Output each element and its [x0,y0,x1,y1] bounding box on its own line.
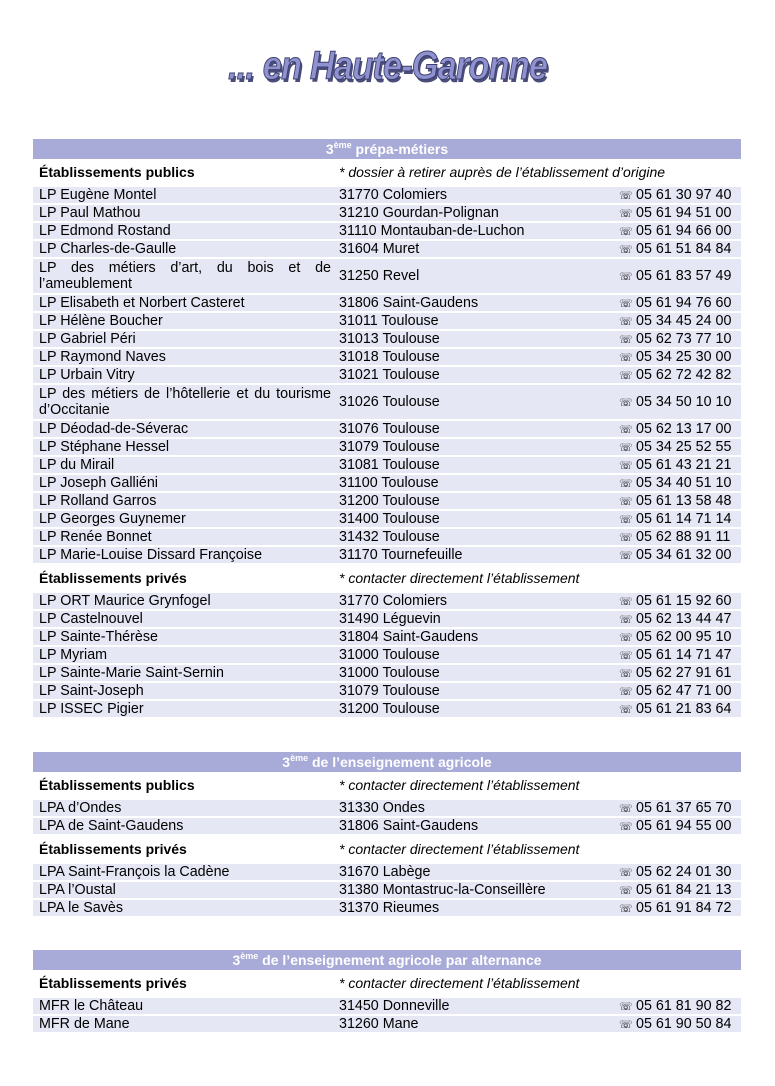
establishment-phone [607,205,741,221]
establishment-phone [607,683,741,699]
establishment-city: 31260 Mane [331,1016,607,1032]
establishment-city: 31450 Donneville [331,998,607,1014]
section-heading-text: de l’enseignement agricole par alternance [258,952,542,968]
phone-number: 05 61 94 66 00 [636,223,732,239]
establishment-city: 31000 Toulouse [331,665,607,681]
section-heading-number: 3 [232,952,241,968]
establishment-name: LP ISSEC Pigier [33,701,331,717]
establishment-city: 31604 Muret [331,241,607,257]
table-row [33,547,741,563]
table-row [33,385,741,419]
table-row [33,611,741,627]
section-heading-sup: ème [290,753,309,763]
establishment-name: LP des métiers de l’hôtellerie et du tourisme d’Occitanie [33,385,331,419]
phone-icon: ☏ [619,424,633,436]
establishment-city: 31210 Gourdan-Polignan [331,205,607,221]
establishment-city: 31079 Toulouse [331,439,607,455]
establishment-city: 31081 Toulouse [331,457,607,473]
phone-number: 05 61 94 51 00 [636,205,732,221]
establishment-city: 31079 Toulouse [331,683,607,699]
group-heading [33,970,741,996]
group-note: * contacter directement l’établissement [339,975,580,991]
table-row [33,665,741,681]
establishment-phone [607,511,741,527]
phone-number: 05 34 50 10 10 [636,394,732,410]
establishment-phone [607,295,741,311]
table-row [33,683,741,699]
table-row [33,475,741,491]
establishment-name: LP Elisabeth et Norbert Casteret [33,295,331,311]
table-row [33,882,741,898]
establishment-city: 31370 Rieumes [331,900,607,916]
establishment-name: LP Rolland Garros [33,493,331,509]
section-heading [33,950,741,970]
section-heading-sup: ème [333,140,352,150]
phone-icon: ☏ [619,496,633,508]
group-note: * dossier à retirer auprès de l’établissement d’origine [339,164,666,180]
phone-number: 05 34 40 51 10 [636,475,732,491]
phone-number: 05 61 43 21 21 [636,457,732,473]
group-heading [33,159,741,185]
phone-number: 05 62 88 91 11 [636,529,731,545]
group-label: Établissements publics [39,777,195,793]
phone-number: 05 62 13 44 47 [636,611,732,627]
establishment-phone [607,864,741,880]
establishment-city: 31804 Saint-Gaudens [331,629,607,645]
section [33,752,741,918]
establishment-city: 31400 Toulouse [331,511,607,527]
establishment-name: LP Marie-Louise Dissard Françoise [33,547,331,563]
group-label: Établissements privés [39,570,187,586]
page-title: ... en Haute-Garonne [227,44,548,88]
phone-icon: ☏ [619,478,633,490]
establishment-phone [607,331,741,347]
phone-number: 05 34 45 24 00 [636,313,732,329]
establishment-name: LP Sainte-Thérèse [33,629,331,645]
group-note: * contacter directement l’établissement [339,570,580,586]
establishment-phone [607,439,741,455]
page-title-wrap [0,44,775,89]
establishment-phone [607,349,741,365]
establishment-name: LP Saint-Joseph [33,683,331,699]
establishment-name: LPA le Savès [33,900,331,916]
establishment-city: 31770 Colomiers [331,187,607,203]
phone-number: 05 34 25 52 55 [636,439,732,455]
phone-icon: ☏ [619,397,633,409]
establishment-table [33,798,741,836]
establishment-name: LP Georges Guynemer [33,511,331,527]
table-row [33,701,741,717]
table-row [33,629,741,645]
establishment-city: 31021 Toulouse [331,367,607,383]
establishment-phone [607,385,741,419]
phone-icon: ☏ [619,632,633,644]
establishment-phone [607,223,741,239]
table-row [33,800,741,816]
establishment-city: 31200 Toulouse [331,701,607,717]
establishment-city: 31670 Labège [331,864,607,880]
table-row [33,457,741,473]
phone-icon: ☏ [619,226,633,238]
establishment-name: LP du Mirail [33,457,331,473]
phone-number: 05 61 83 57 49 [636,268,732,284]
phone-number: 05 61 51 84 84 [636,241,732,257]
establishment-phone [607,593,741,609]
establishment-city: 31018 Toulouse [331,349,607,365]
group-heading [33,565,741,591]
phone-number: 05 62 47 71 00 [636,683,732,699]
table-row [33,864,741,880]
phone-icon: ☏ [619,686,633,698]
phone-number: 05 61 15 92 60 [636,593,732,609]
establishment-name: LP Stéphane Hessel [33,439,331,455]
table-row [33,205,741,221]
establishment-phone [607,647,741,663]
table-row [33,241,741,257]
group-label: Établissements privés [39,975,187,991]
establishment-phone [607,493,741,509]
phone-icon: ☏ [619,271,633,283]
establishment-name: LP Eugène Montel [33,187,331,203]
table-row [33,529,741,545]
table-row [33,223,741,239]
establishment-table [33,591,741,719]
establishment-city: 31170 Tournefeuille [331,547,607,563]
establishment-phone [607,367,741,383]
phone-number: 05 34 25 30 00 [636,349,732,365]
phone-number: 05 61 30 97 40 [636,187,732,203]
phone-icon: ☏ [619,190,633,202]
establishment-city: 31011 Toulouse [331,313,607,329]
establishment-city: 31250 Revel [331,259,607,293]
section-heading-sup: ème [240,951,259,961]
phone-number: 05 61 37 65 70 [636,800,732,816]
establishment-phone [607,701,741,717]
phone-icon: ☏ [619,442,633,454]
phone-icon: ☏ [619,867,633,879]
establishment-city: 31806 Saint-Gaudens [331,295,607,311]
establishment-name: LP Gabriel Péri [33,331,331,347]
phone-icon: ☏ [619,352,633,364]
phone-number: 05 62 13 17 00 [636,421,732,437]
phone-icon: ☏ [619,532,633,544]
phone-icon: ☏ [619,821,633,833]
phone-icon: ☏ [619,885,633,897]
table-row [33,421,741,437]
establishment-phone [607,882,741,898]
phone-icon: ☏ [619,208,633,220]
establishment-name: LPA Saint-François la Cadène [33,864,331,880]
table-row [33,818,741,834]
phone-number: 05 61 81 90 82 [636,998,732,1014]
establishment-name: LP ORT Maurice Grynfogel [33,593,331,609]
establishment-name: LP Urbain Vitry [33,367,331,383]
phone-number: 05 61 91 84 72 [636,900,732,916]
establishment-name: LP Sainte-Marie Saint-Sernin [33,665,331,681]
establishment-name: LP Déodad-de-Séverac [33,421,331,437]
establishment-phone [607,241,741,257]
establishment-name: LP Renée Bonnet [33,529,331,545]
establishment-city: 31110 Montauban-de-Luchon [331,223,607,239]
phone-icon: ☏ [619,244,633,256]
table-row [33,647,741,663]
establishment-table [33,185,741,565]
establishment-phone [607,313,741,329]
phone-number: 05 61 90 50 84 [636,1016,732,1032]
section-heading-text: de l’enseignement agricole [308,754,492,770]
phone-icon: ☏ [619,370,633,382]
establishment-phone [607,611,741,627]
phone-number: 05 61 14 71 47 [636,647,732,663]
phone-icon: ☏ [619,614,633,626]
group-heading [33,772,741,798]
establishment-name: MFR le Château [33,998,331,1014]
establishment-phone [607,900,741,916]
establishment-phone [607,1016,741,1032]
establishment-name: LP Castelnouvel [33,611,331,627]
phone-icon: ☏ [619,650,633,662]
phone-number: 05 62 24 01 30 [636,864,732,880]
phone-icon: ☏ [619,803,633,815]
phone-icon: ☏ [619,903,633,915]
establishment-city: 31380 Montastruc-la-Conseillère [331,882,607,898]
establishment-city: 31100 Toulouse [331,475,607,491]
phone-number: 05 62 27 91 61 [636,665,732,681]
establishment-city: 31330 Ondes [331,800,607,816]
establishment-name: LP Hélène Boucher [33,313,331,329]
establishment-phone [607,259,741,293]
establishment-city: 31013 Toulouse [331,331,607,347]
table-row [33,331,741,347]
establishment-phone [607,800,741,816]
establishment-phone [607,475,741,491]
establishment-table [33,862,741,918]
establishment-name: LPA l’Oustal [33,882,331,898]
establishment-city: 31200 Toulouse [331,493,607,509]
section [33,139,741,719]
table-row [33,998,741,1014]
establishment-name: LP Myriam [33,647,331,663]
establishment-city: 31076 Toulouse [331,421,607,437]
group-label: Établissements publics [39,164,195,180]
phone-number: 05 61 94 76 60 [636,295,732,311]
establishment-phone [607,998,741,1014]
phone-number: 05 61 94 55 00 [636,818,732,834]
phone-number: 05 61 84 21 13 [636,882,732,898]
table-row [33,187,741,203]
phone-number: 05 34 61 32 00 [636,547,732,563]
group-heading [33,836,741,862]
section-heading-text: prépa-métiers [351,141,449,157]
establishment-phone [607,457,741,473]
establishment-phone [607,547,741,563]
table-row [33,259,741,293]
phone-number: 05 61 13 58 48 [636,493,732,509]
establishment-phone [607,421,741,437]
establishment-phone [607,529,741,545]
table-row [33,1016,741,1032]
phone-icon: ☏ [619,704,633,716]
establishment-city: 31490 Léguevin [331,611,607,627]
phone-icon: ☏ [619,668,633,680]
establishment-name: LP Paul Mathou [33,205,331,221]
establishment-phone [607,187,741,203]
section-heading-number: 3 [282,754,291,770]
establishment-name: LPA d’Ondes [33,800,331,816]
phone-icon: ☏ [619,1019,633,1031]
group-label: Établissements privés [39,841,187,857]
establishment-name: LP Charles-de-Gaulle [33,241,331,257]
phone-number: 05 62 72 42 82 [636,367,732,383]
phone-icon: ☏ [619,1001,633,1013]
establishment-city: 31806 Saint-Gaudens [331,818,607,834]
table-row [33,439,741,455]
establishment-phone [607,818,741,834]
establishment-phone [607,629,741,645]
table-row [33,367,741,383]
establishment-name: LP des métiers d’art, du bois et de l’ameublement [33,259,331,293]
section-heading [33,752,741,772]
establishment-city: 31432 Toulouse [331,529,607,545]
establishment-table [33,996,741,1034]
establishment-name: MFR de Mane [33,1016,331,1032]
establishment-city: 31000 Toulouse [331,647,607,663]
section-heading [33,139,741,159]
table-row [33,295,741,311]
phone-number: 05 62 00 95 10 [636,629,732,645]
table-row [33,313,741,329]
phone-number: 05 61 14 71 14 [636,511,732,527]
table-row [33,593,741,609]
phone-icon: ☏ [619,298,633,310]
section [33,950,741,1034]
establishment-city: 31026 Toulouse [331,385,607,419]
phone-icon: ☏ [619,316,633,328]
section-heading-number: 3 [325,141,334,157]
establishment-name: LP Joseph Galliéni [33,475,331,491]
establishment-city: 31770 Colomiers [331,593,607,609]
establishment-phone [607,665,741,681]
table-row [33,900,741,916]
phone-number: 05 61 21 83 64 [636,701,732,717]
phone-icon: ☏ [619,514,633,526]
group-note: * contacter directement l’établissement [339,841,580,857]
phone-icon: ☏ [619,460,633,472]
establishment-name: LPA de Saint-Gaudens [33,818,331,834]
phone-number: 05 62 73 77 10 [636,331,732,347]
establishment-name: LP Raymond Naves [33,349,331,365]
phone-icon: ☏ [619,596,633,608]
phone-icon: ☏ [619,550,633,562]
establishment-name: LP Edmond Rostand [33,223,331,239]
table-row [33,511,741,527]
table-row [33,349,741,365]
table-row [33,493,741,509]
phone-icon: ☏ [619,334,633,346]
group-note: * contacter directement l’établissement [339,777,580,793]
